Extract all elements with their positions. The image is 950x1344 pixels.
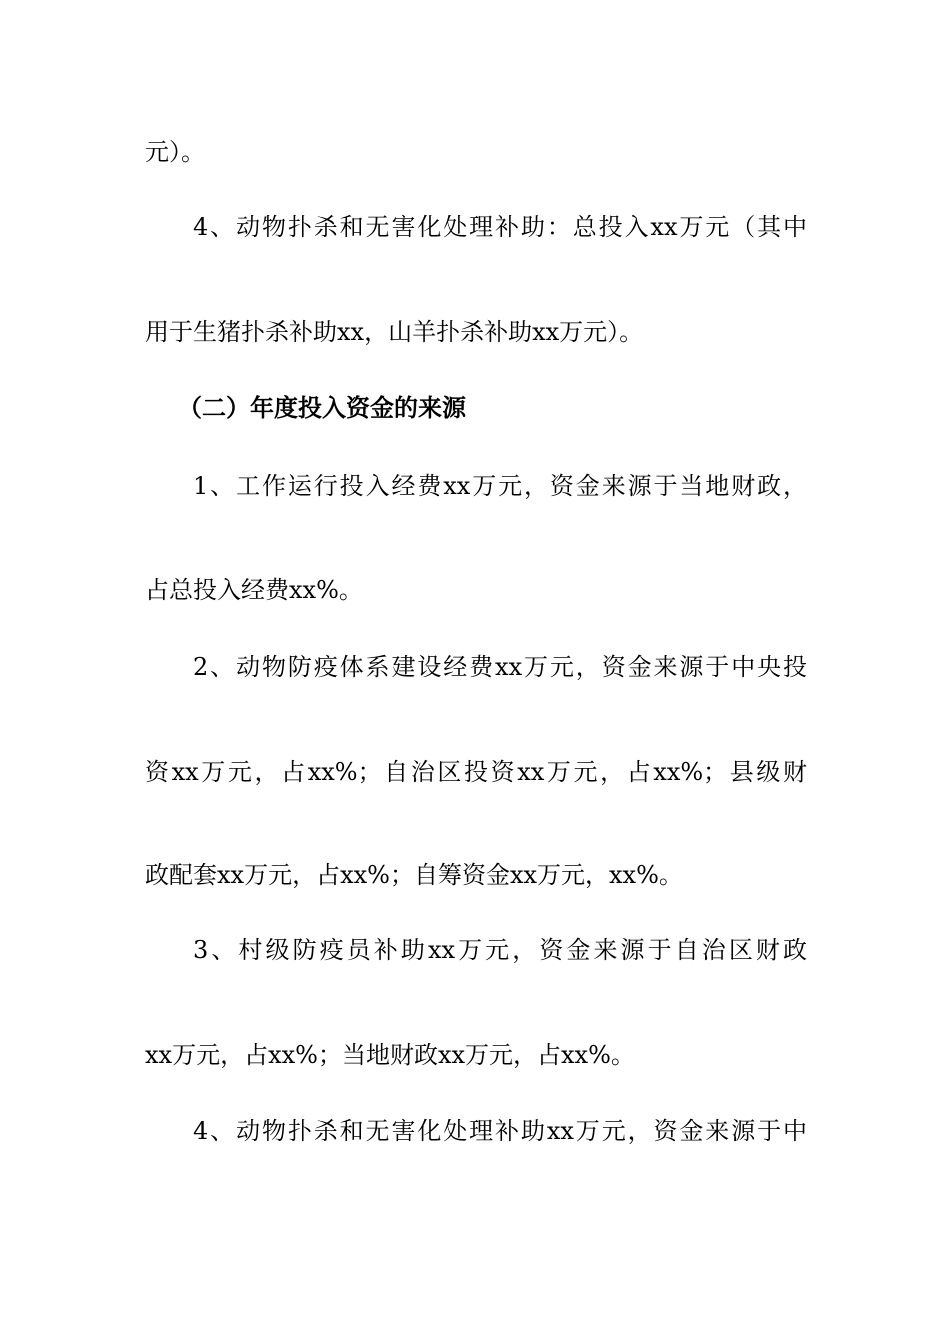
- paragraph-line: 用于生猪扑杀补助xx，山羊扑杀补助xx万元）。: [145, 318, 644, 346]
- paragraph-line: 2、动物防疫体系建设经费xx万元，资金来源于中央投: [193, 653, 807, 681]
- paragraph-line: 政配套xx万元，占xx%；自筹资金xx万元，xx%。: [145, 861, 683, 889]
- paragraph-line: 1、工作运行投入经费xx万元，资金来源于当地财政，: [193, 472, 807, 500]
- section-heading: （二）年度投入资金的来源: [178, 394, 466, 422]
- paragraph-line: 4、动物扑杀和无害化处理补助xx万元，资金来源于中: [193, 1117, 807, 1145]
- paragraph-line: 元）。: [145, 138, 205, 166]
- paragraph-line: 4、动物扑杀和无害化处理补助：总投入xx万元（其中: [193, 213, 807, 241]
- paragraph-line: 占总投入经费xx%。: [145, 576, 363, 604]
- paragraph-line: 3、村级防疫员补助xx万元，资金来源于自治区财政: [193, 936, 807, 964]
- paragraph-line: xx万元，占xx%；当地财政xx万元，占xx%。: [145, 1041, 635, 1069]
- paragraph-line: 资xx万元，占xx%；自治区投资xx万元，占xx%；县级财: [145, 758, 807, 786]
